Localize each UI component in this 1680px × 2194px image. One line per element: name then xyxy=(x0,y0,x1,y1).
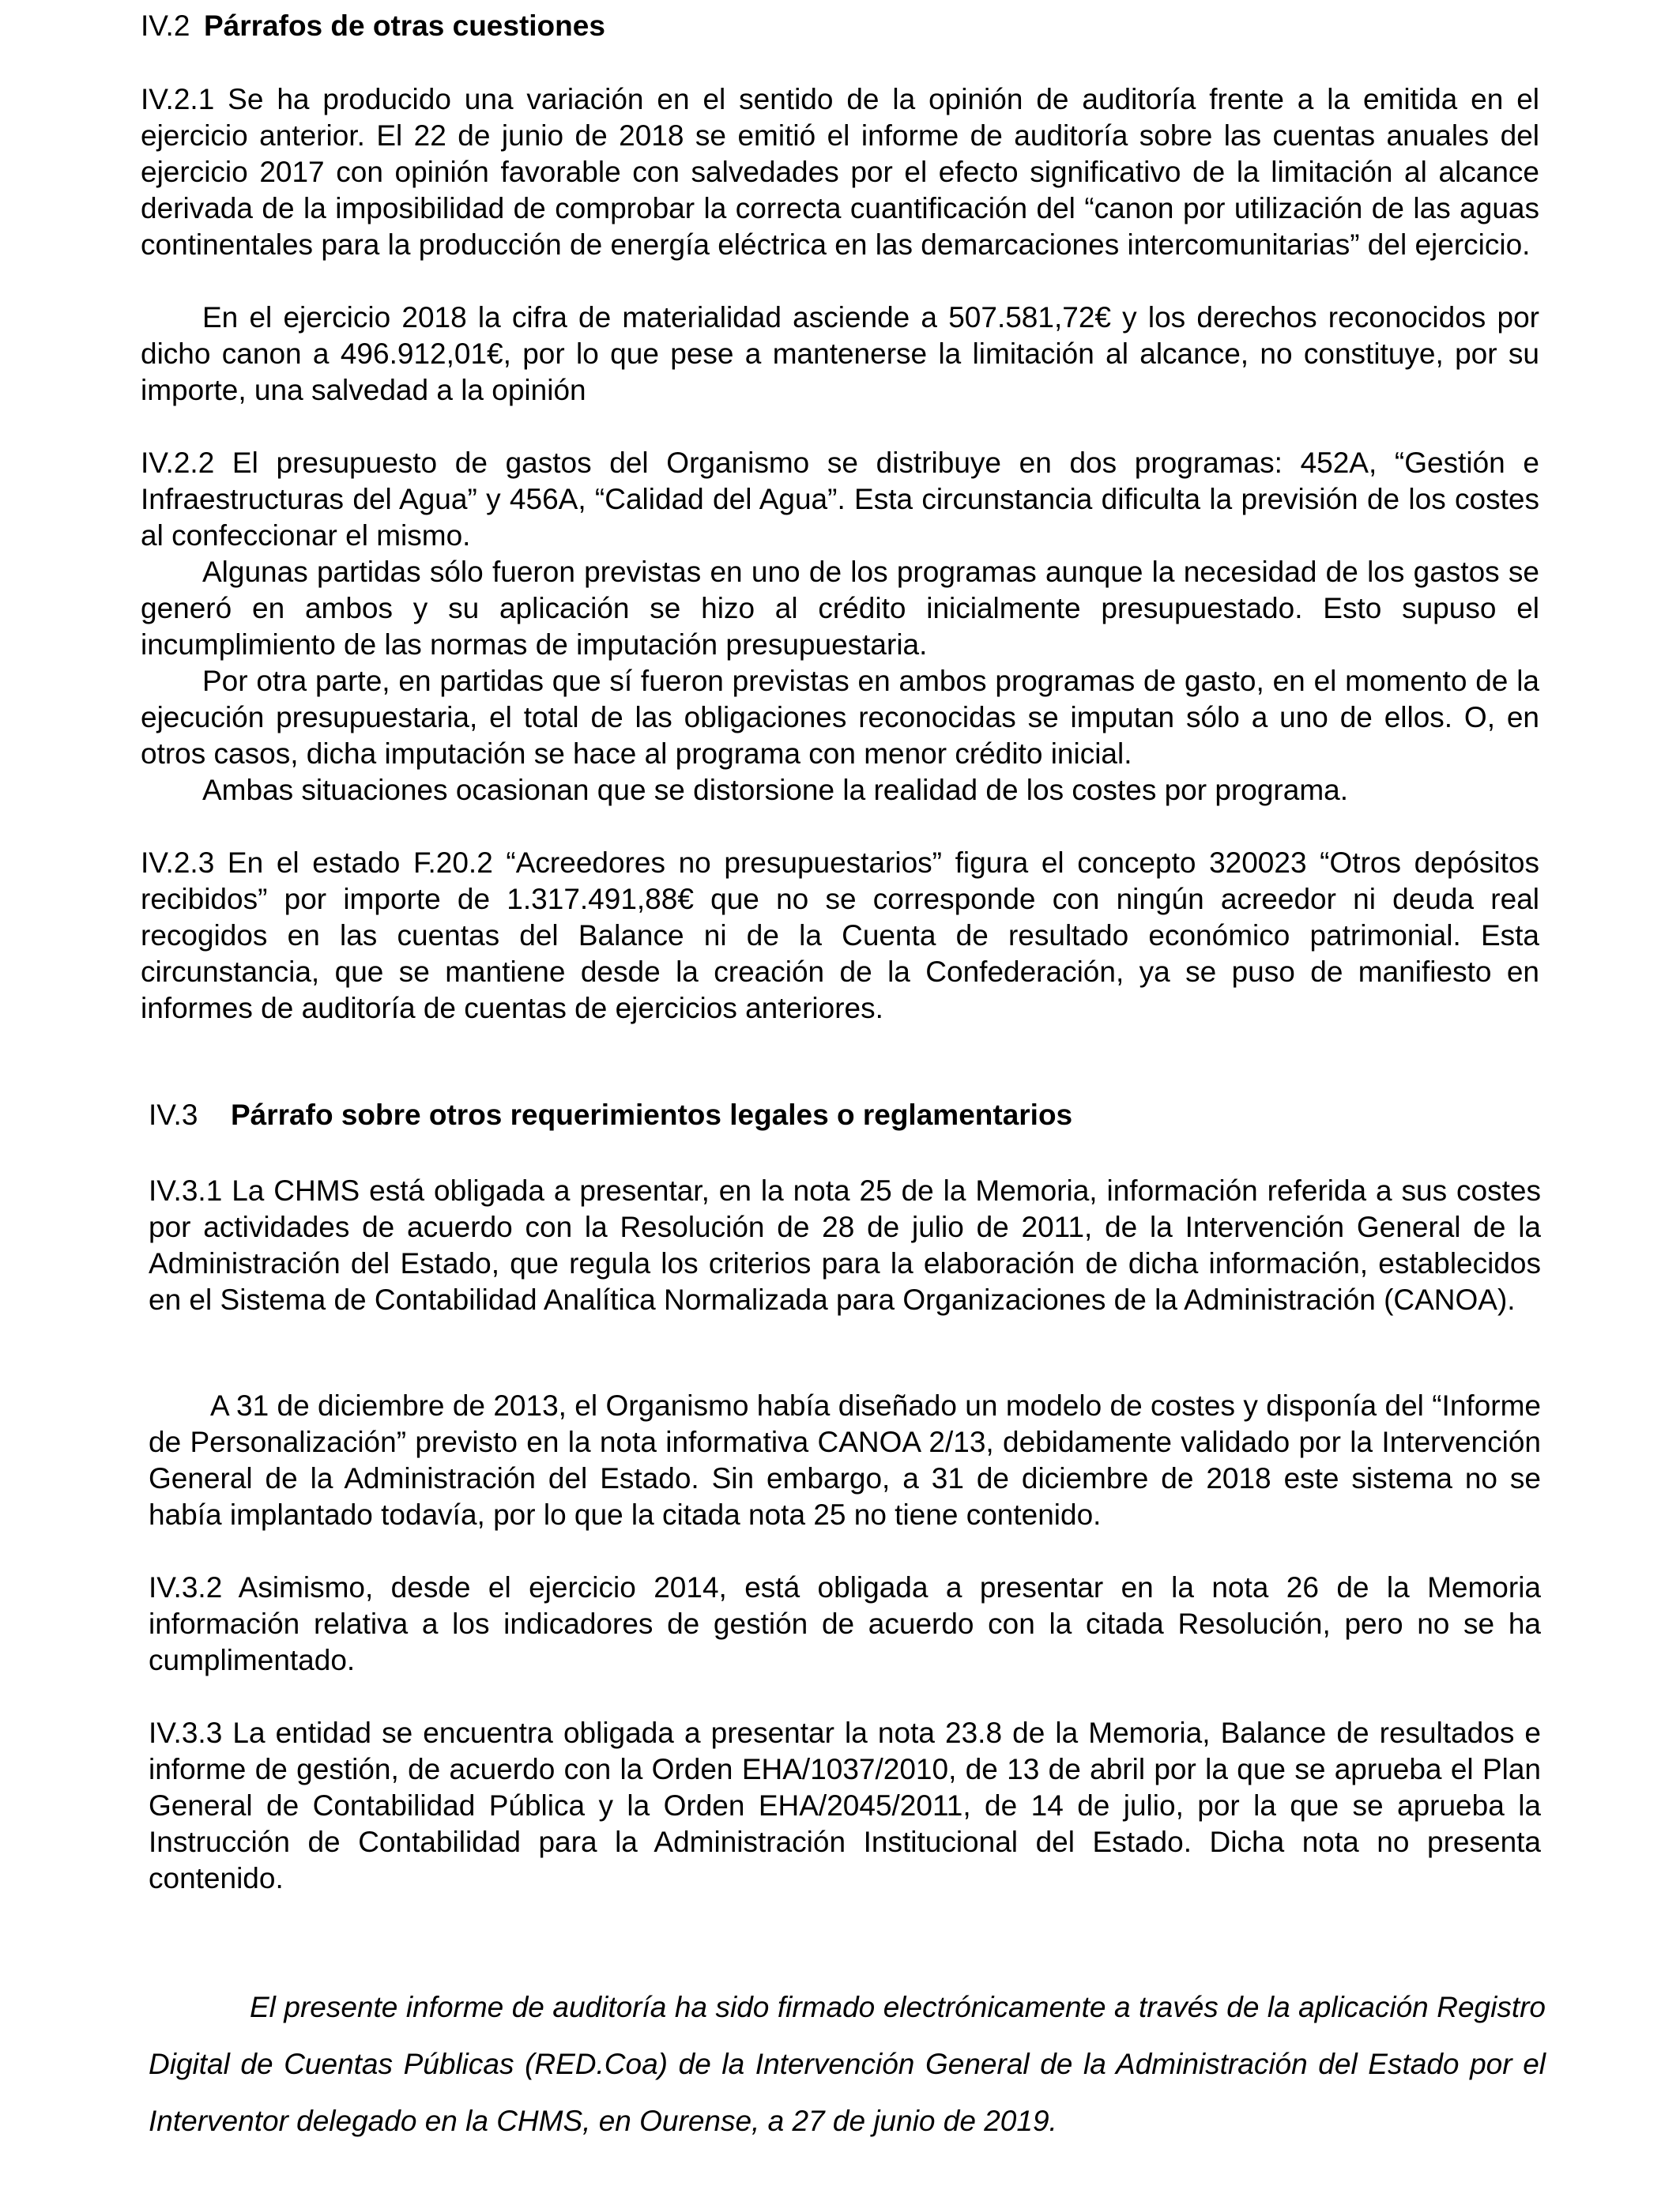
paragraph-iv2-2-ambas: Ambas situaciones ocasionan que se distorsione la realidad de los costes por programa. xyxy=(202,774,1348,806)
section-heading-iv3 xyxy=(149,1097,1072,1133)
section-number: IV.2 xyxy=(141,9,190,42)
paragraph-iv3-1-canoa: A 31 de diciembre de 2013, el Organismo había diseñado un modelo de costes y disponía del “Informe de Personalización” previsto en la nota informativa CANOA 2/13, debidamente validado por la Intervención General de la Administración del Estado. Sin embargo, a 31 de diciembre de 2018 este sistema no se había implantado todavía, por lo que la citada nota 25 no tiene contenido. xyxy=(149,1389,1541,1531)
signature-note: El presente informe de auditoría ha sido firmado electrónicamente a través de la aplicación Registro Digital de Cuentas Públicas (RED.Coa) de la Intervención General de la Administración del Estado por el Interventor delegado en la CHMS, en Ourense, a 27 de junio de 2019. xyxy=(149,1991,1546,2137)
paragraph-iv2-1-materiality: En el ejercicio 2018 la cifra de materialidad asciende a 507.581,72€ y los derechos reconocidos por dicho canon a 496.912,01€, por lo que pese a mantenerse la limitación al alcance, no constituye, por su importe, una salvedad a la opinión xyxy=(141,301,1539,406)
section-title: Párrafo sobre otros requerimientos legales o reglamentarios xyxy=(231,1099,1073,1131)
paragraph-iv2-2-partidas: Algunas partidas sólo fueron previstas en uno de los programas aunque la necesidad de los gastos se generó en ambos y su aplicación se hizo al crédito inicialmente presupuestado. Esto supuso el incumplimiento de las normas de imputación presupuestaria. xyxy=(141,556,1539,661)
paragraph-iv2-2: IV.2.2 El presupuesto de gastos del Organismo se distribuye en dos programas: 452A, “Gestión e Infraestructuras del Agua” y 456A, “Calidad del Agua”. Esta circunstancia dificulta la previsión de los costes al confeccionar el mismo. xyxy=(141,447,1539,552)
section-number: IV.3 xyxy=(149,1099,198,1131)
paragraph-iv3-2: IV.3.2 Asimismo, desde el ejercicio 2014, está obligada a presentar en la nota 26 de la Memoria información relativa a los indicadores de gestión de acuerdo con la citada Resolución, pero no se ha cumplimentado. xyxy=(149,1571,1541,1676)
paragraph-iv3-3: IV.3.3 La entidad se encuentra obligada a presentar la nota 23.8 de la Memoria, Balance de resultados e informe de gestión, de acuerdo con la Orden EHA/1037/2010, de 13 de abril por la que se aprueba el Plan General de Contabilidad Pública y la Orden EHA/2045/2011, de 14 de julio, por la que se aprueba la Instrucción de Contabilidad para la Administración Institucional del Estado. Dicha nota no presenta contenido. xyxy=(149,1717,1541,1894)
paragraph-iv2-2-otra-parte: Por otra parte, en partidas que sí fueron previstas en ambos programas de gasto, en el momento de la ejecución presupuestaria, el total de las obligaciones reconocidas se imputan sólo a uno de ellos. O, en otros casos, dicha imputación se hace al programa con menor crédito inicial. xyxy=(141,665,1539,770)
section-title: Párrafos de otras cuestiones xyxy=(204,9,605,42)
section-heading-iv2 xyxy=(141,8,605,44)
paragraph-iv3-1: IV.3.1 La CHMS está obligada a presentar, en la nota 25 de la Memoria, información referida a sus costes por actividades de acuerdo con la Resolución de 28 de julio de 2011, de la Intervención General de la Administración del Estado, que regula los criterios para la elaboración de dicha información, establecidos en el Sistema de Contabilidad Analítica Normalizada para Organizaciones de la Administración (CANOA). xyxy=(149,1174,1541,1316)
paragraph-iv2-1: IV.2.1 Se ha producido una variación en el sentido de la opinión de auditoría frente a la emitida en el ejercicio anterior. El 22 de junio de 2018 se emitió el informe de auditoría sobre las cuentas anuales del ejercicio 2017 con opinión favorable con salvedades por el efecto significativo de la limitación al alcance derivada de la imposibilidad de comprobar la correcta cuantificación del “canon por utilización de las aguas continentales para la producción de energía eléctrica en las demarcaciones intercomunitarias” del ejercicio. xyxy=(141,83,1539,261)
paragraph-iv2-3: IV.2.3 En el estado F.20.2 “Acreedores no presupuestarios” figura el concepto 320023 “Otros depósitos recibidos” por importe de 1.317.491,88€ que no se corresponde con ningún acreedor ni deuda real recogidos en las cuentas del Balance ni de la Cuenta de resultado económico patrimonial. Esta circunstancia, que se mantiene desde la creación de la Confederación, ya se puso de manifiesto en informes de auditoría de cuentas de ejercicios anteriores. xyxy=(141,846,1539,1024)
